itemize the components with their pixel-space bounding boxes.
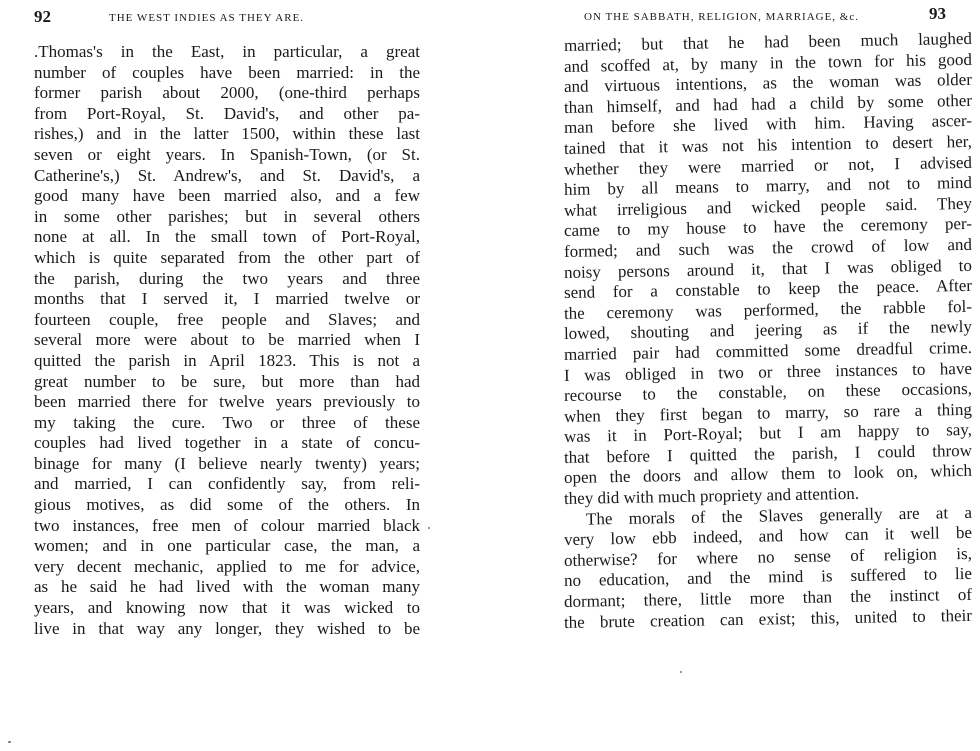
text-line: two instances, free men of colour married black bbox=[34, 515, 420, 535]
text-line: him by all means to marry, and not to mind bbox=[563, 173, 973, 200]
text-line: and virtuous intentions, as the woman was older bbox=[563, 70, 973, 97]
text-line: couples had lived together in a state of concu- bbox=[34, 433, 420, 453]
text-line: as he said he had lived with the woman many bbox=[34, 577, 420, 597]
text-line: number of couples have been married: in the bbox=[34, 62, 420, 82]
text-line: and scoffed at, by many in the town for his good bbox=[563, 49, 973, 76]
text-line: live in that way any longer, they wished to be bbox=[34, 618, 420, 638]
text-line: great number to be sure, but more than had bbox=[34, 371, 420, 391]
text-line: good many have been married also, and a few bbox=[34, 186, 420, 206]
right-page-text bbox=[563, 28, 973, 633]
text-line: former parish about 2000, (one-third perhaps bbox=[34, 83, 420, 103]
text-line: from Port-Royal, St. David's, and other pa- bbox=[34, 103, 420, 123]
text-line: my taking the cure. Two or three of these bbox=[34, 412, 420, 432]
text-line: tained that it was not his intention to desert her, bbox=[563, 131, 973, 158]
text-line: noisy persons around it, that I was obliged to bbox=[563, 255, 973, 282]
scan-speck bbox=[680, 671, 682, 673]
text-line: been married there for twelve years previously to bbox=[34, 392, 420, 412]
text-line: women; and in one particular case, the man, a bbox=[34, 536, 420, 556]
left-page-text bbox=[34, 42, 420, 639]
left-page-number: 92 bbox=[34, 7, 51, 26]
text-line: came to my house to have the ceremony per- bbox=[563, 214, 973, 241]
text-line: several more were about to be married when I bbox=[34, 330, 420, 350]
scan-speck bbox=[8, 741, 11, 743]
text-line: and married, I can confidently say, from reli- bbox=[34, 474, 420, 494]
text-line: rishes,) and in the latter 1500, within these last bbox=[34, 124, 420, 144]
text-line: they did with much propriety and attention. bbox=[563, 483, 860, 509]
text-line: months that I served it, I married twelve or bbox=[34, 289, 420, 309]
text-line: open the doors and allow them to look on, which bbox=[563, 461, 973, 488]
text-line: fourteen couple, free people and Slaves; and bbox=[34, 309, 420, 329]
right-page-number: 93 bbox=[929, 4, 946, 23]
right-page bbox=[563, 0, 973, 632]
text-line: in some other parishes; but in several others bbox=[34, 206, 420, 226]
left-running-title: THE WEST INDIES AS THEY ARE. bbox=[109, 12, 305, 24]
scan-speck bbox=[428, 527, 430, 529]
text-line: none at all. In the small town of Port-Royal, bbox=[34, 227, 420, 247]
text-line: that before I quitted the parish, I could throw bbox=[563, 440, 973, 467]
left-running-head bbox=[34, 0, 420, 30]
text-line: otherwise? for where no sense of religion is, bbox=[563, 543, 973, 570]
text-line: the brute creation can exist; this, united to their bbox=[563, 605, 973, 632]
text-line: lowed, shouting and jeering as if the newly bbox=[563, 317, 973, 344]
text-line: send for a constable to keep the peace. After bbox=[563, 276, 973, 303]
text-line: seven or eight years. In Spanish-Town, (or St. bbox=[34, 144, 420, 164]
text-line: binage for many (I believe nearly twenty) years; bbox=[34, 453, 420, 473]
text-line: very decent mechanic, applied to me for advice, bbox=[34, 556, 420, 576]
text-line: Catherine's,) St. Andrew's, and St. David's, a bbox=[34, 165, 420, 185]
text-line: very low ebb indeed, and how can it well be bbox=[563, 523, 973, 550]
text-line: years, and knowing now that it was wicked to bbox=[34, 598, 420, 618]
text-line: dormant; there, little more than the instinct of bbox=[563, 584, 973, 612]
right-running-head bbox=[564, 0, 972, 30]
text-line: whether they were married or not, I advised bbox=[563, 152, 973, 179]
text-line: The morals of the Slaves generally are at a bbox=[585, 502, 973, 529]
text-line: which is quite separated from the other part of bbox=[34, 247, 420, 267]
text-line: formed; and such was the crowd of low and bbox=[563, 234, 973, 261]
text-line: gious motives, as did some of the others. In bbox=[34, 495, 420, 515]
text-line: the parish, during the two years and three bbox=[34, 268, 420, 288]
text-line: married pair had committed some dreadful crime. bbox=[563, 337, 973, 364]
right-running-title: ON THE SABBATH, RELIGION, MARRIAGE, &c. bbox=[584, 11, 859, 23]
text-line: married; but that he had been much laughed bbox=[563, 28, 973, 55]
text-line: I was obliged in two or three instances to have bbox=[563, 358, 973, 385]
text-line: the ceremony was performed, the rabble fol- bbox=[563, 296, 973, 323]
left-page bbox=[34, 0, 420, 638]
text-line: when they first began to marry, so rare a thing bbox=[563, 399, 973, 426]
text-line: no education, and the mind is suffered to lie bbox=[563, 564, 973, 591]
text-line: was it in Port-Royal; but I am happy to say, bbox=[563, 420, 973, 447]
text-line: man before she lived with him. Having ascer- bbox=[563, 111, 973, 138]
text-line: recourse to the constable, on these occasions, bbox=[563, 378, 973, 406]
text-line: what irreligious and wicked people said. They bbox=[563, 193, 973, 220]
text-line: than himself, and had had a child by some other bbox=[563, 90, 973, 117]
text-line: quitted the parish in April 1823. This is not a bbox=[34, 350, 420, 370]
text-line: .Thomas's in the East, in particular, a great bbox=[34, 42, 420, 61]
